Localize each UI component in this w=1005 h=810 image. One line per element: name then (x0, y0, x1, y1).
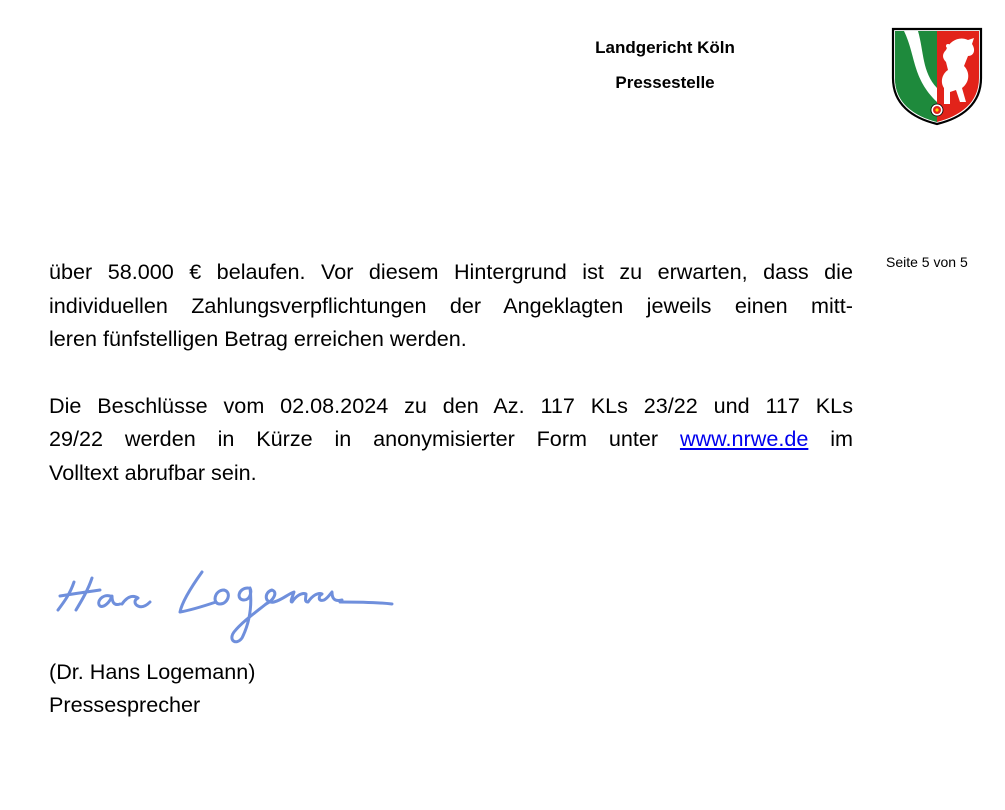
signer-title: Pressesprecher (49, 692, 201, 717)
paragraph-2-line-3: Volltext abrufbar sein. (49, 459, 257, 485)
department-name: Pressestelle (615, 73, 715, 92)
letter-body (49, 255, 853, 489)
paragraph-1-line-1: über 58.000 € belaufen. Vor diesem Hintergrund ist zu erwarten, dass die (49, 259, 853, 284)
signature-block (49, 655, 255, 721)
page-number: Seite 5 von 5 (886, 254, 968, 270)
nrwe-link[interactable]: www.nrwe.de (679, 426, 809, 451)
organization-name: Landgericht Köln (595, 38, 735, 57)
paragraph-1-line-2: individuellen Zahlungsverpflichtungen der Angeklagten jeweils einen mitt- (49, 292, 853, 318)
nrw-coat-of-arms-icon (890, 26, 984, 126)
signer-name: (Dr. Hans Logemann) (49, 659, 256, 684)
paragraph-2-line-1: Die Beschlüsse vom 02.08.2024 zu den Az. 117 KLs 23/22 und 117 KLs (49, 392, 853, 418)
paragraph-2-line-2 (49, 422, 853, 456)
handwritten-signature (52, 560, 402, 655)
paragraph-1 (49, 255, 853, 356)
paragraph-2-line-2-text: 29/22 werden in Kürze in anonymisierter Form unter (49, 426, 680, 451)
paragraph-2 (49, 389, 853, 490)
letterhead (560, 30, 770, 100)
paragraph-2-line-2-end: im (808, 426, 853, 451)
paragraph-1-line-3: leren fünfstelligen Betrag erreichen werden. (49, 326, 467, 351)
